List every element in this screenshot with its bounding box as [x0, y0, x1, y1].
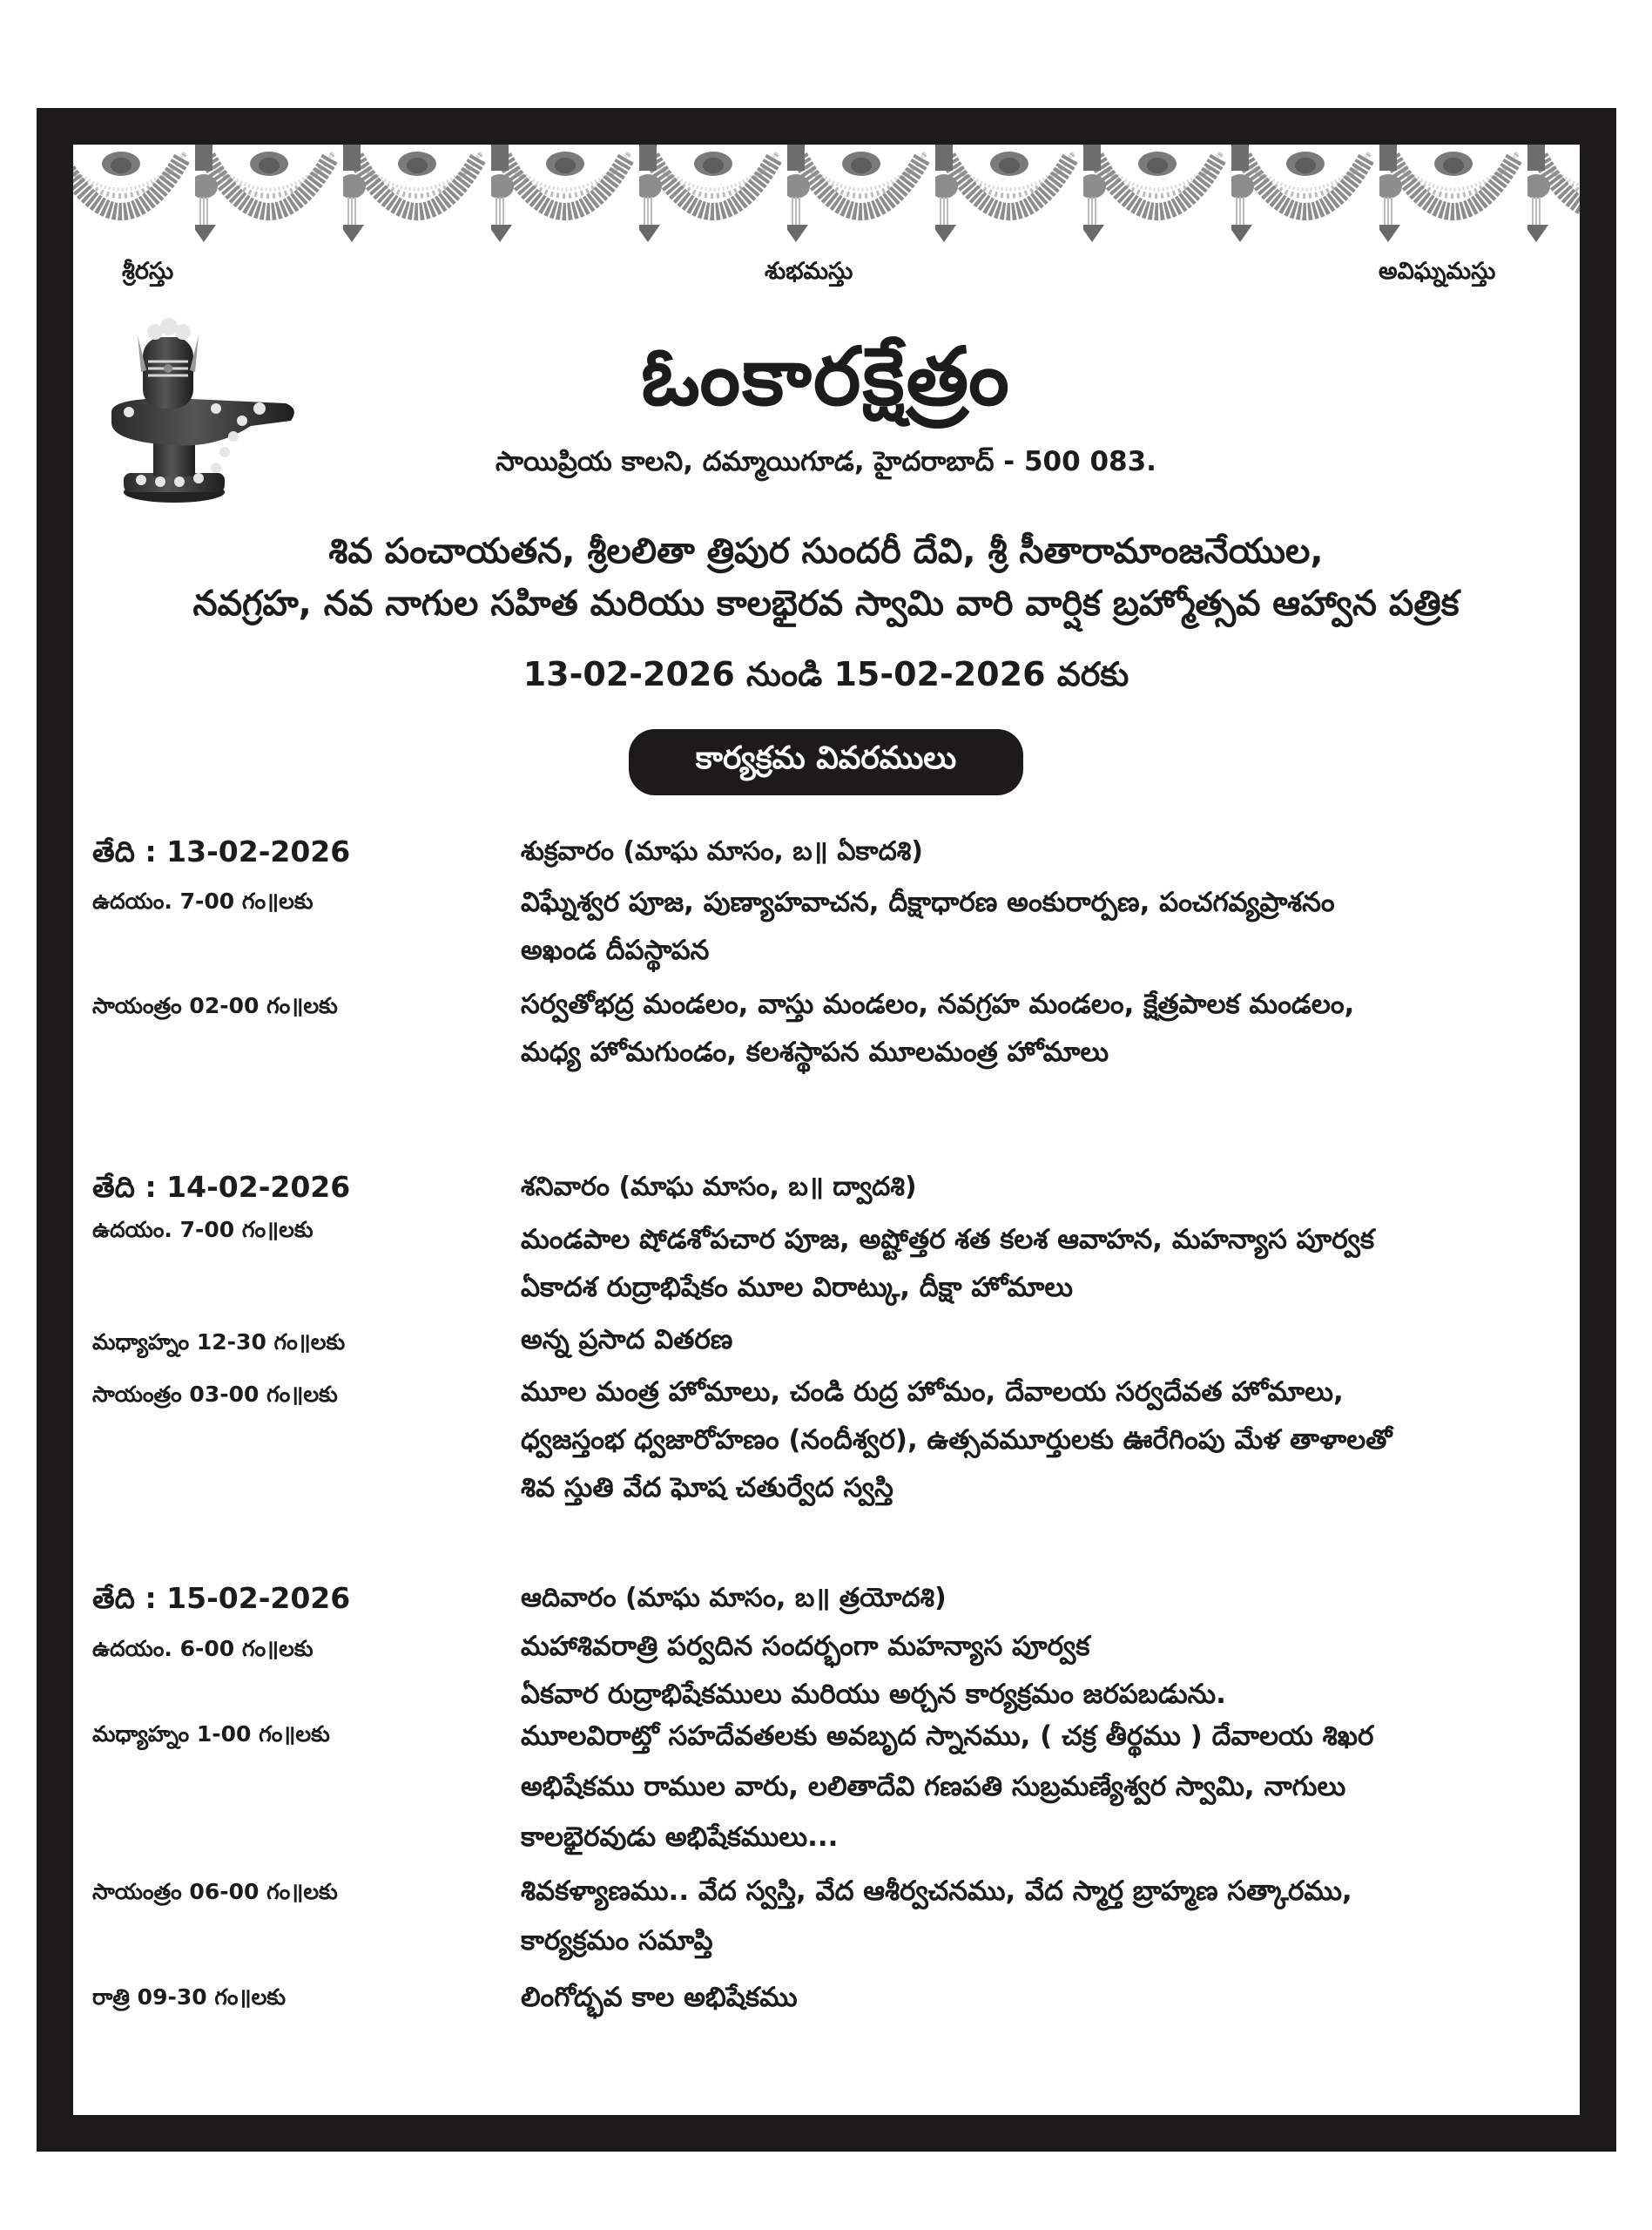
- slot-time: మధ్యాహ్నం 12-30 గం॥లకు: [92, 1329, 346, 1355]
- slot-line: అన్న ప్రసాద వితరణ: [521, 1324, 733, 1355]
- slot-time: సాయంత్రం 03-00 గం॥లకు: [92, 1382, 338, 1407]
- slot-line: కార్యక్రమం సమాప్తి: [521, 1925, 713, 1956]
- program-details-heading-badge: [629, 729, 1023, 795]
- slot-time: ఉదయం. 7-00 గం॥లకు: [92, 1217, 314, 1242]
- day-date: తేది : 13-02-2026: [92, 835, 351, 868]
- slot-line: సర్వతోభద్ర మండలం, వాస్తు మండలం, నవగ్రహ మండలం, క్షేత్రపాలక మండలం,: [521, 989, 1355, 1020]
- blessing-subhamastu: శుభమస్తు: [765, 258, 853, 285]
- slot-line: విఘ్నేశ్వర పూజ, పుణ్యాహవాచన, దీక్షాధారణ అంకురార్పణ, పంచగవ్యప్రాశనం: [521, 887, 1335, 918]
- slot-line: శివకళ్యాణము.. వేద స్వస్తి, వేద ఆశీర్వచనము, వేద స్మార్త బ్రాహ్మణ సత్కారము,: [521, 1875, 1352, 1907]
- blessing-avighnamastu: అవిఘ్నమస్తు: [1379, 258, 1496, 285]
- day-date: తేది : 14-02-2026: [92, 1170, 351, 1204]
- program-details-heading-text: కార్యక్రమ వివరములు: [695, 740, 957, 776]
- slot-line: మధ్య హోమగుండం, కలశస్థాపన మూలమంత్ర హోమాలు: [521, 1037, 1109, 1068]
- slot-time: ఉదయం. 7-00 గం॥లకు: [92, 889, 314, 914]
- festival-date-range: 13-02-2026 నుండి 15-02-2026 వరకు: [523, 655, 1129, 693]
- slot-time: సాయంత్రం 06-00 గం॥లకు: [92, 1879, 338, 1904]
- temple-name-title: ఓంకారక్షేత్రం: [641, 329, 1011, 423]
- day-weekday: ఆదివారం (మాఘ మాసం, బ॥ త్రయోదశి): [521, 1583, 947, 1613]
- day-weekday: శుక్రవారం (మాఘ మాసం, బ॥ ఏకాదశి): [521, 836, 923, 867]
- slot-line: అభిషేకము రాముల వారు, లలితాదేవి గణపతి సుబ్రమణ్యేశ్వర స్వామి, నాగులు: [521, 1771, 1346, 1802]
- flower-garland-decoration: [73, 145, 1580, 246]
- slot-line: ధ్వజస్తంభ ధ్వజారోహణం (నందీశ్వర), ఉత్సవమూర్తులకు ఊరేగింపు మేళ తాళాలతో: [521, 1424, 1392, 1456]
- temple-address: సాయిప్రియ కాలని, దమ్మాయిగూడ, హైదరాబాద్ - 500 083.: [496, 446, 1156, 477]
- blessing-sreerastu: శ్రీరస్తు: [122, 258, 174, 285]
- invitation-heading-line1: శివ పంచాయతన, శ్రీలలితా త్రిపుర సుందరీ దేవి, శ్రీ సీతారామాంజనేయుల,: [328, 531, 1324, 571]
- invitation-heading-line2: నవగ్రహ, నవ నాగుల సహిత మరియు కాలభైరవ స్వామి వారి వార్షిక బ్రహ్మోత్సవ ఆహ్వాన పత్రిక: [192, 584, 1460, 624]
- slot-line: కాలభైరవుడు అభిషేకములు...: [521, 1821, 839, 1853]
- slot-line: ఏకాదశ రుద్రాభిషేకం మూల విరాట్కు, దీక్షా హోమాలు: [521, 1272, 1074, 1303]
- slot-line: మూల మంత్ర హోమాలు, చండి రుద్ర హోమం, దేవాలయ సర్వదేవత హోమాలు,: [521, 1376, 1344, 1408]
- slot-line: మూలవిరాట్తో సహదేవతలకు అవబృద స్నానము, ( చక్ర తీర్థము ) దేవాలయ శిఖర: [521, 1720, 1374, 1752]
- slot-line: మహాశివరాత్రి పర్వదిన సందర్భంగా మహన్యాస పూర్వక: [521, 1631, 1090, 1662]
- day-date: తేది : 15-02-2026: [92, 1581, 351, 1615]
- slot-time: రాత్రి 09-30 గం॥లకు: [92, 1984, 286, 2010]
- slot-line: మండపాల షోడశోపచార పూజ, అష్టోత్తర శత కలశ ఆవాహన, మహన్యాస పూర్వక: [521, 1224, 1375, 1255]
- slot-line: శివ స్తుతి వేద ఘోష చతుర్వేద స్వస్తి: [521, 1472, 893, 1504]
- slot-time: ఉదయం. 6-00 గం॥లకు: [92, 1636, 314, 1661]
- day-weekday: శనివారం (మాఘ మాసం, బ॥ ద్వాదశి): [521, 1172, 917, 1202]
- slot-time: మధ్యాహ్నం 1-00 గం॥లకు: [92, 1721, 330, 1747]
- slot-line: లింగోద్భవ కాల అభిషేకము: [521, 1982, 798, 2013]
- slot-line: ఏకవార రుద్రాభిషేకములు మరియు అర్చన కార్యక్రమం జరపబడును.: [521, 1679, 1226, 1710]
- slot-time: సాయంత్రం 02-00 గం॥లకు: [92, 993, 338, 1018]
- slot-line: అఖండ దీపస్థాపన: [521, 935, 710, 966]
